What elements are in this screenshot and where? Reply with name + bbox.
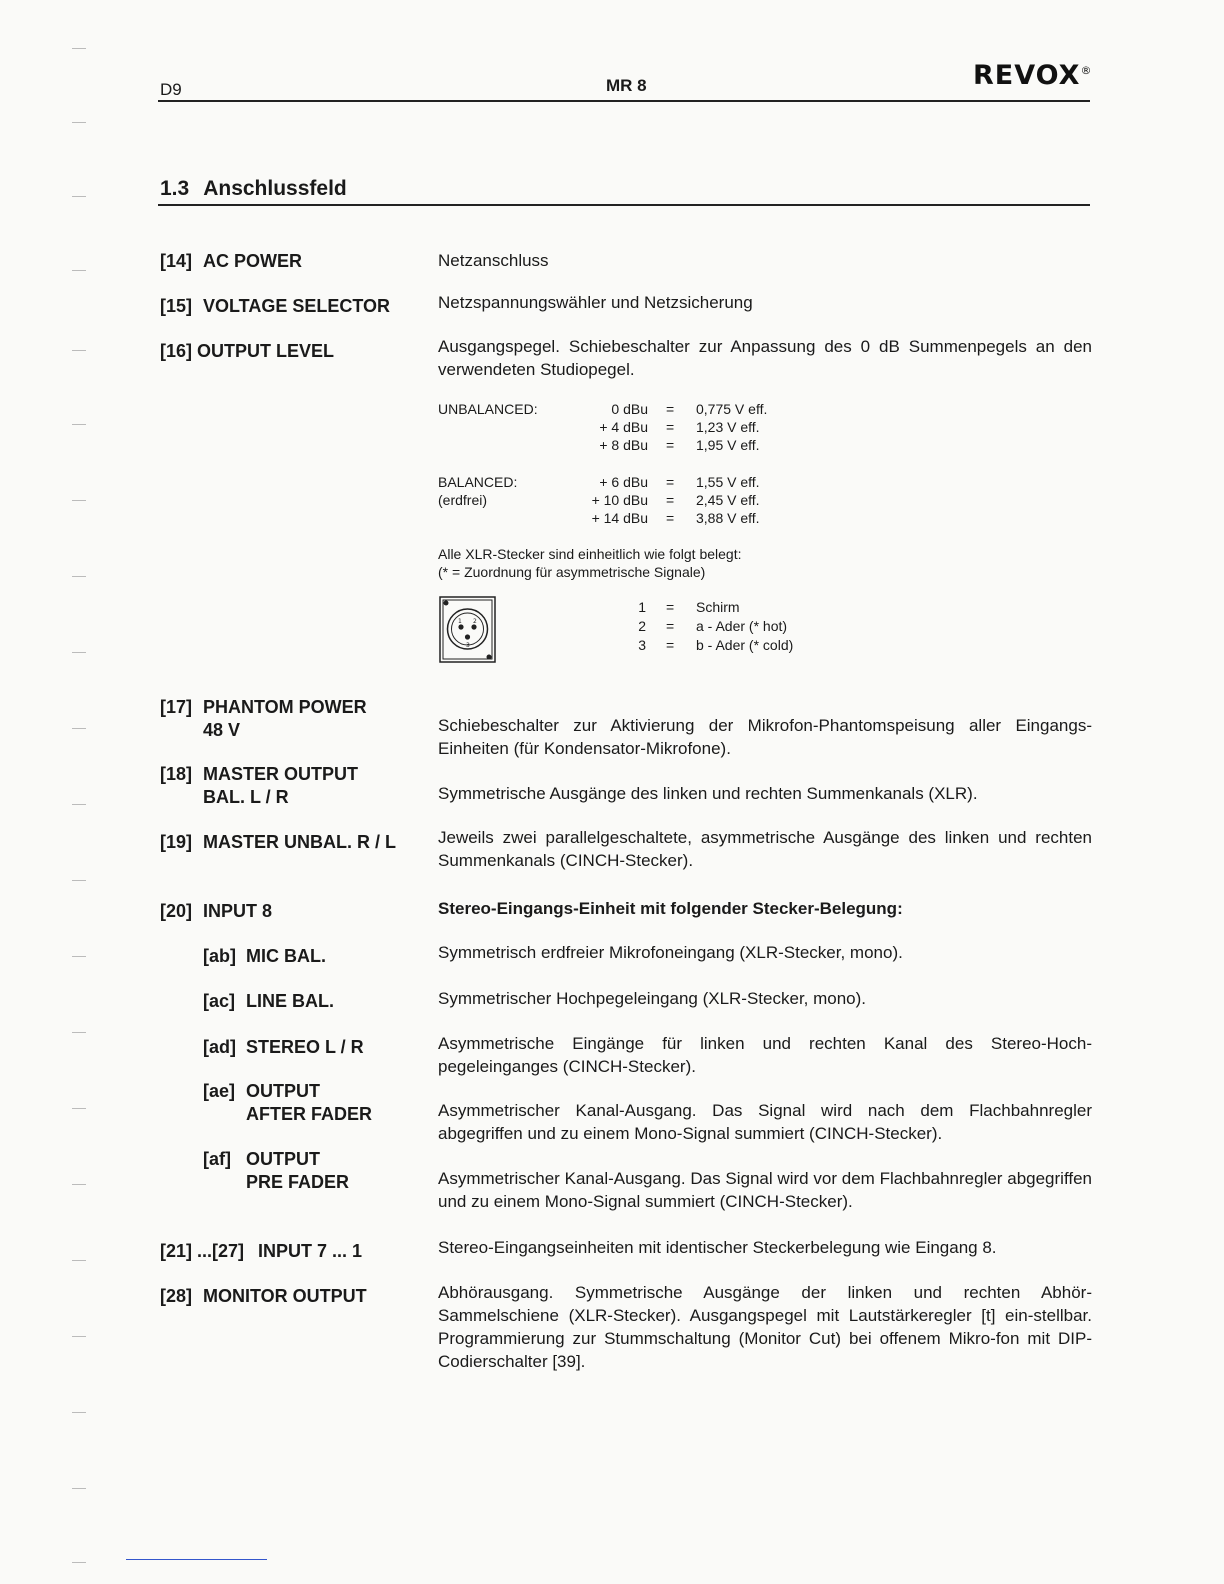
pin-desc: a - Ader (* hot) xyxy=(696,618,788,634)
entry-desc-monitor-output: Abhörausgang. Symmetrische Ausgänge der linken und rechten Abhör-Sammelschiene (XLR-Stecker). Ausgangspegel mit Lautstärkeregler [t] ein-stellbar. Programmierung zur Stummschaltung (Monitor Cut) bei offenem Mikro-fon mit DIP-Codierschalter [39]. xyxy=(438,1283,1092,1371)
level-dbu: 0 dBu xyxy=(611,401,648,417)
pin-number: 2 xyxy=(638,618,646,634)
svg-text:3: 3 xyxy=(466,642,470,649)
entry-label-master-output: [18] MASTER OUTPUT BAL. L / R xyxy=(160,764,358,807)
entry-label-output-after-fader: [ae] OUTPUT AFTER FADER xyxy=(203,1081,372,1124)
svg-text:1: 1 xyxy=(458,618,462,625)
xlr-note: Alle XLR-Stecker sind einheitlich wie folgt belegt: xyxy=(438,546,742,562)
entry-label-output-pre-fader: [af] OUTPUT PRE FADER xyxy=(203,1149,350,1192)
entry-desc-output-after-fader: Asymmetrischer Kanal-Ausgang. Das Signal wird nach dem Flachbahnregler abgegriffen und zu einem Mono-Signal summiert (CINCH-Stecker). xyxy=(438,1101,1092,1143)
output-level-table: UNBALANCED: 0 dBu = 0,775 V eff. + 4 dBu = 1,23 V eff. + 8 dBu = 1,95 V eff. BALANCED: (erdfrei) + 6 dBu = 1,55 V eff. + 10 dBu = 2,45 V eff. + 14 dBu = 3,88 V eff. xyxy=(438,401,768,526)
entry-desc-voltage-selector: Netzspannungswähler und Netzsicherung xyxy=(438,293,753,312)
entry-label-phantom-power: [17] PHANTOM POWER 48 V xyxy=(160,697,367,740)
level-voltage: 1,55 V eff. xyxy=(696,474,760,490)
entry-desc-line-bal: Symmetrischer Hochpegeleingang (XLR-Stecker, mono). xyxy=(438,989,867,1008)
entry-label-stereo-lr: [ad] STEREO L / R xyxy=(203,1037,364,1057)
balanced-label: BALANCED: xyxy=(438,474,518,490)
entry-label-input-7-1: [21] ...[27] INPUT 7 ... 1 xyxy=(160,1241,363,1261)
level-voltage: 0,775 V eff. xyxy=(696,401,768,417)
entry-desc-input-8: Stereo-Eingangs-Einheit mit folgender Stecker-Belegung: xyxy=(438,899,903,918)
footer-rule xyxy=(126,1559,267,1560)
svg-text:2: 2 xyxy=(473,618,477,625)
section-rule xyxy=(158,204,1090,206)
entry-label-output-level: [16] OUTPUT LEVEL xyxy=(160,341,335,361)
pin-number: 3 xyxy=(638,637,646,653)
level-voltage: 3,88 V eff. xyxy=(696,510,760,526)
entry-desc-phantom-power: Schiebeschalter zur Aktivierung der Mikrofon-Phantomspeisung aller Eingangs-Einheiten (für Kondensator-Mikrofone). xyxy=(438,716,1092,758)
entry-desc-output-pre-fader: Asymmetrischer Kanal-Ausgang. Das Signal wird vor dem Flachbahnregler abgegriffen und zu einem Mono-Signal summiert (CINCH-Stecker). xyxy=(438,1169,1092,1211)
balanced-sub-label: (erdfrei) xyxy=(438,492,488,508)
level-dbu: + 8 dBu xyxy=(599,437,648,453)
entry-desc-master-output: Symmetrische Ausgänge des linken und rechten Summenkanals (XLR). xyxy=(438,784,978,803)
brand-logo: REVOX® xyxy=(973,60,1093,91)
level-voltage: 1,95 V eff. xyxy=(696,437,760,453)
xlr-pin-table: 1 = Schirm 2 = a - Ader (* hot) 3 = b - Ader (* cold) xyxy=(438,598,858,654)
entry-label-master-unbal: [19] MASTER UNBAL. R / L xyxy=(160,832,396,852)
level-dbu: + 14 dBu xyxy=(591,510,648,526)
pin-number: 1 xyxy=(638,599,646,615)
level-dbu: + 10 dBu xyxy=(591,492,648,508)
header-rule xyxy=(158,100,1090,102)
pin-desc: b - Ader (* cold) xyxy=(696,637,794,653)
level-dbu: + 6 dBu xyxy=(599,474,648,490)
page-number: D9 xyxy=(160,80,182,99)
entry-label-line-bal: [ac] LINE BAL. xyxy=(203,991,334,1011)
entry-desc-input-7-1: Stereo-Eingangseinheiten mit identischer Steckerbelegung wie Eingang 8. xyxy=(438,1238,997,1257)
entry-desc-mic-bal: Symmetrisch erdfreier Mikrofoneingang (XLR-Stecker, mono). xyxy=(438,943,903,962)
pin-desc: Schirm xyxy=(696,599,740,615)
entry-desc-ac-power: Netzanschluss xyxy=(438,251,549,270)
unbalanced-label: UNBALANCED: xyxy=(438,401,538,417)
level-voltage: 1,23 V eff. xyxy=(696,419,760,435)
xlr-note-asym: (* = Zuordnung für asymmetrische Signale) xyxy=(438,564,706,580)
level-voltage: 2,45 V eff. xyxy=(696,492,760,508)
model-name: MR 8 xyxy=(606,76,647,95)
section-title: 1.3 Anschlussfeld xyxy=(160,177,347,200)
level-dbu: + 4 dBu xyxy=(599,419,648,435)
entry-label-mic-bal: [ab] MIC BAL. xyxy=(203,946,326,966)
entry-label-monitor-output: [28] MONITOR OUTPUT xyxy=(160,1286,367,1306)
entry-desc-output-level: Ausgangspegel. Schiebeschalter zur Anpassung des 0 dB Summenpegels an den verwendeten Studiopegel. xyxy=(438,337,1092,379)
entry-label-voltage-selector: [15] VOLTAGE SELECTOR xyxy=(160,296,391,316)
entry-desc-master-unbal: Jeweils zwei parallelgeschaltete, asymmetrische Ausgänge des linken und rechten Summenkanals (CINCH-Stecker). xyxy=(438,828,1092,870)
entry-label-input-8: [20] INPUT 8 xyxy=(160,901,273,921)
entry-label-ac-power: [14] AC POWER xyxy=(160,251,302,271)
entry-desc-stereo-lr: Asymmetrische Eingänge für linken und rechten Kanal des Stereo-Hoch-pegeleinganges (CINCH-Stecker). xyxy=(438,1034,1092,1076)
